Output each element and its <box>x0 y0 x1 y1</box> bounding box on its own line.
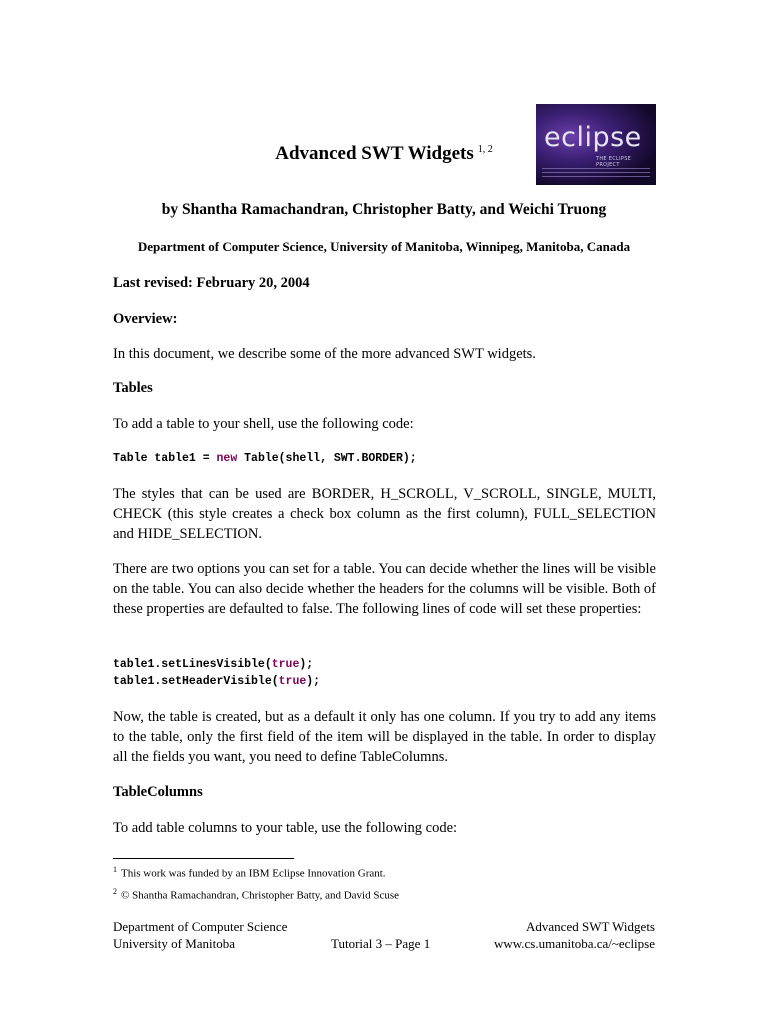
overview-text: In this document, we describe some of the more advanced SWT widgets. <box>113 346 536 362</box>
styles-paragraph: The styles that can be used are BORDER, H_SCROLL, V_SCROLL, SINGLE, MULTI, CHECK (this style creates a check box column as the first column), FULL_SELECTION and HIDE_SELECTION. <box>113 486 656 542</box>
last-revised: Last revised: February 20, 2004 <box>113 275 310 291</box>
title-footnote-marks: 1, 2 <box>477 143 493 155</box>
code-block-table: Table table1 = new Table(shell, SWT.BORDER); <box>113 452 417 465</box>
footnote-divider <box>113 858 294 859</box>
footer-left: Department of Computer Science University of Manitoba <box>113 919 288 951</box>
tables-intro: To add a table to your shell, use the following code: <box>113 416 414 432</box>
department-line: Department of Computer Science, University of Manitoba, Winnipeg, Manitoba, Canada <box>137 239 631 254</box>
tablecolumns-heading: TableColumns <box>113 784 203 800</box>
footnote-1: $^1$ This work was funded by an IBM Eclipse Innovation Grant. <box>113 865 386 880</box>
footnote-2: $^2$ © Shantha Ramachandran, Christopher Batty, and David Scuse <box>113 887 399 902</box>
tables-heading: Tables <box>113 380 153 396</box>
now-paragraph: Now, the table is created, but as a default it only has one column. If you try to add any items to the table, only the first field of the item will be displayed in the table. In order to display all the fields you want, you need to define TableColumns. <box>113 709 656 765</box>
logo-subtitle: THE ECLIPSE PROJECT <box>596 156 632 168</box>
options-paragraph: There are two options you can set for a table. You can decide whether the lines will be visible on the table. You can also decide whether the headers for the columns will be visible. Both of these properties are defaulted to false. The following lines of code will set these properties: <box>113 561 656 617</box>
code-block-properties: table1.setLinesVisible(true); table1.setHeaderVisible(true); <box>113 658 321 688</box>
tablecolumns-intro: To add table columns to your table, use the following code: <box>113 820 458 836</box>
authors-line: by Shantha Ramachandran, Christopher Batty, and Weichi Truong <box>161 201 607 218</box>
overview-heading: Overview: <box>113 311 178 327</box>
document-title: Advanced SWT Widgets $^{1, 2}$ <box>275 143 493 164</box>
footer-right: Advanced SWT Widgets www.cs.umanitoba.ca/~eclipse <box>493 919 655 951</box>
logo-wordmark: eclipse <box>544 122 642 153</box>
footer-page-number: Tutorial 3 – Page 1 <box>331 936 431 951</box>
